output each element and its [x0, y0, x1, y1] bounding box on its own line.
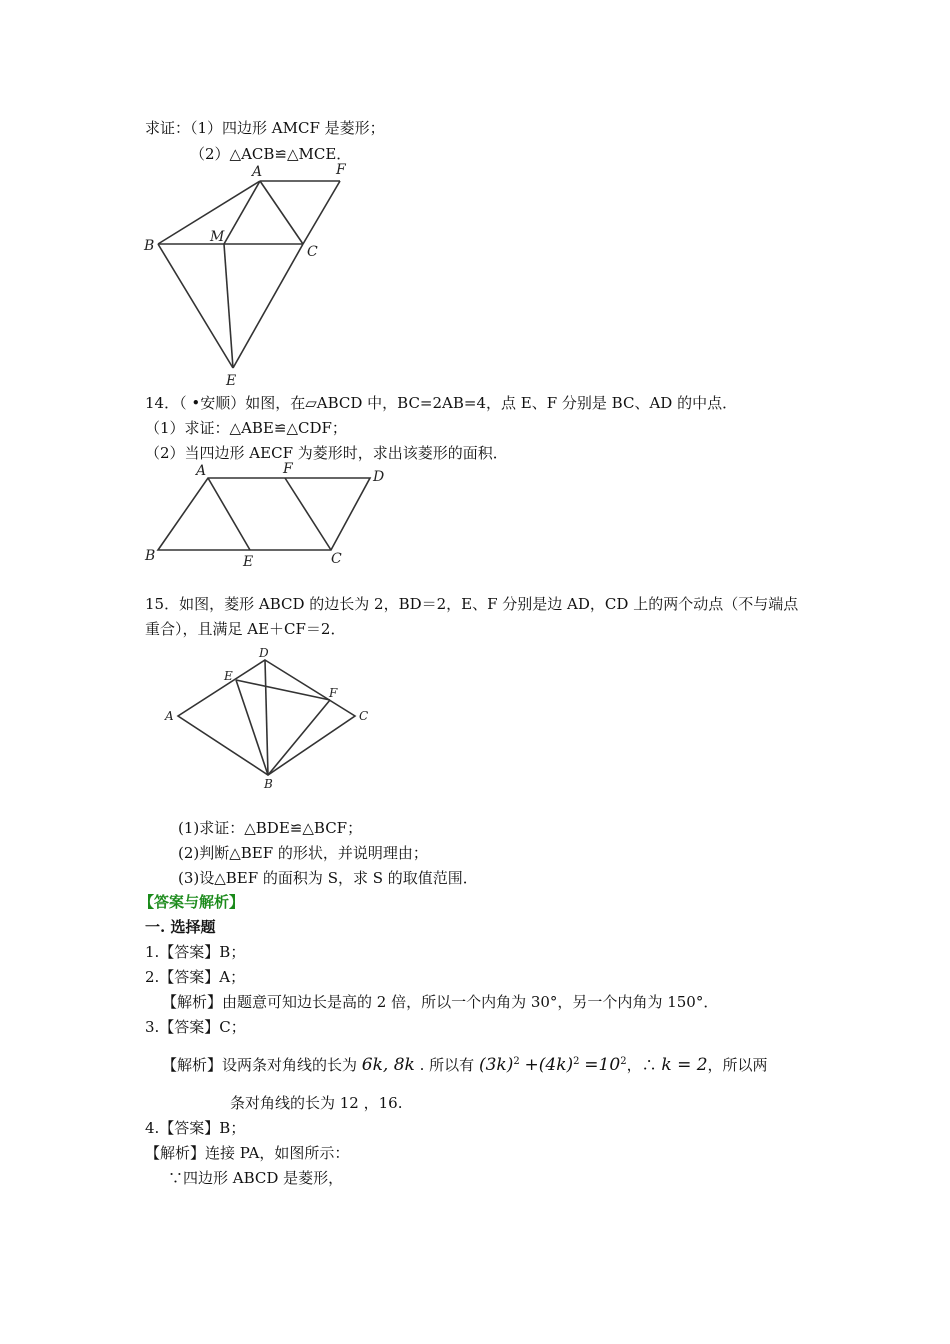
q15-label-F: F [329, 686, 338, 700]
q13-prove-2: （2）△ACB≌△MCE． [190, 145, 352, 163]
q14-label-C: C [331, 551, 342, 567]
answers-heading: 【答案与解析】 [139, 893, 245, 911]
q15-line-BE [236, 680, 268, 775]
q13-label-M: M [210, 229, 225, 245]
answer-3-exp3: 2 [620, 1056, 627, 1067]
q15-label-D: D [259, 646, 269, 660]
q14-part2: （2）当四边形 AECF 为菱形时，求出该菱形的面积． [145, 444, 508, 462]
q15-part1: (1)求证：△BDE≌△BCF； [178, 819, 363, 837]
answer-3-analysis-prefix: 【解析】设两条对角线的长为 [162, 1056, 358, 1074]
q15-label-B: B [264, 777, 273, 791]
answer-4-because: ∵四边形 ABCD 是菱形， [168, 1169, 344, 1187]
q14-stem: 14．（ •安顺）如图，在▱ABCD 中，BC=2AB=4，点 E、F 分别是 BC、AD 的中点． [145, 394, 738, 412]
q14-part1: （1）求证：△ABE≌△CDF； [145, 419, 347, 437]
answer-3-math-term3: =10 [584, 1055, 621, 1075]
answer-2-analysis: 【解析】由题意可知边长是高的 2 倍，所以一个内角为 30°，另一个内角为 150°． [162, 993, 719, 1011]
q13-label-F: F [336, 162, 346, 178]
q14-label-F: F [283, 461, 293, 477]
q13-label-E: E [226, 373, 237, 389]
q13-label-A: A [252, 164, 263, 180]
answer-3-exp1: 2 [513, 1056, 520, 1067]
q15-label-C: C [359, 709, 369, 723]
q14-label-D: D [373, 469, 385, 485]
q15-label-E: E [224, 669, 233, 683]
q15-label-A: A [165, 709, 174, 723]
answer-3-mid: . 所以有 [419, 1056, 475, 1074]
q15-line-BD [265, 660, 268, 775]
q14-label-B: B [145, 548, 156, 564]
q13-label-B: B [144, 238, 155, 254]
q14-label-A: A [196, 463, 207, 479]
answer-3: 3.【答案】C； [145, 1018, 246, 1036]
q15-part2: (2)判断△BEF 的形状，并说明理由； [178, 844, 428, 862]
answer-4-analysis: 【解析】连接 PA，如图所示： [145, 1144, 350, 1162]
answer-4: 4.【答案】B； [145, 1119, 246, 1137]
answer-3-analysis [162, 1052, 768, 1075]
q15-line-EF [236, 680, 330, 700]
q13-label-C: C [307, 244, 318, 260]
answers-section-title: 一. 选择题 [145, 918, 216, 936]
answer-3-therefore: ，∴ [626, 1056, 657, 1074]
answer-1: 1.【答案】B； [145, 943, 246, 961]
answer-3-math-diagonals: 6k, 8k [361, 1055, 415, 1075]
q15-stem-line1: 15．如图，菱形 ABCD 的边长为 2，BD＝2，E、F 分别是边 AD，CD 上的两个动点（不与端点 [145, 595, 799, 613]
answer-3-line2: 条对角线的长为 12 ，16. [230, 1094, 403, 1112]
q15-stem-line2: 重合），且满足 AE＋CF＝2． [145, 620, 346, 638]
answer-3-math-term2: +(4k) [524, 1055, 574, 1075]
answer-3-exp2: 2 [573, 1056, 580, 1067]
q14-label-E: E [243, 554, 254, 570]
answer-3-math-k: k = 2 [661, 1055, 708, 1075]
answer-3-suffix: ，所以两 [707, 1056, 768, 1074]
q15-part3: (3)设△BEF 的面积为 S，求 S 的取值范围． [178, 869, 478, 887]
q13-prove-intro: 求证：（1）四边形 AMCF 是菱形； [145, 119, 385, 137]
answer-3-math-term1: (3k) [478, 1055, 514, 1075]
q15-line-BF [268, 700, 330, 775]
answer-2: 2.【答案】A； [145, 968, 246, 986]
